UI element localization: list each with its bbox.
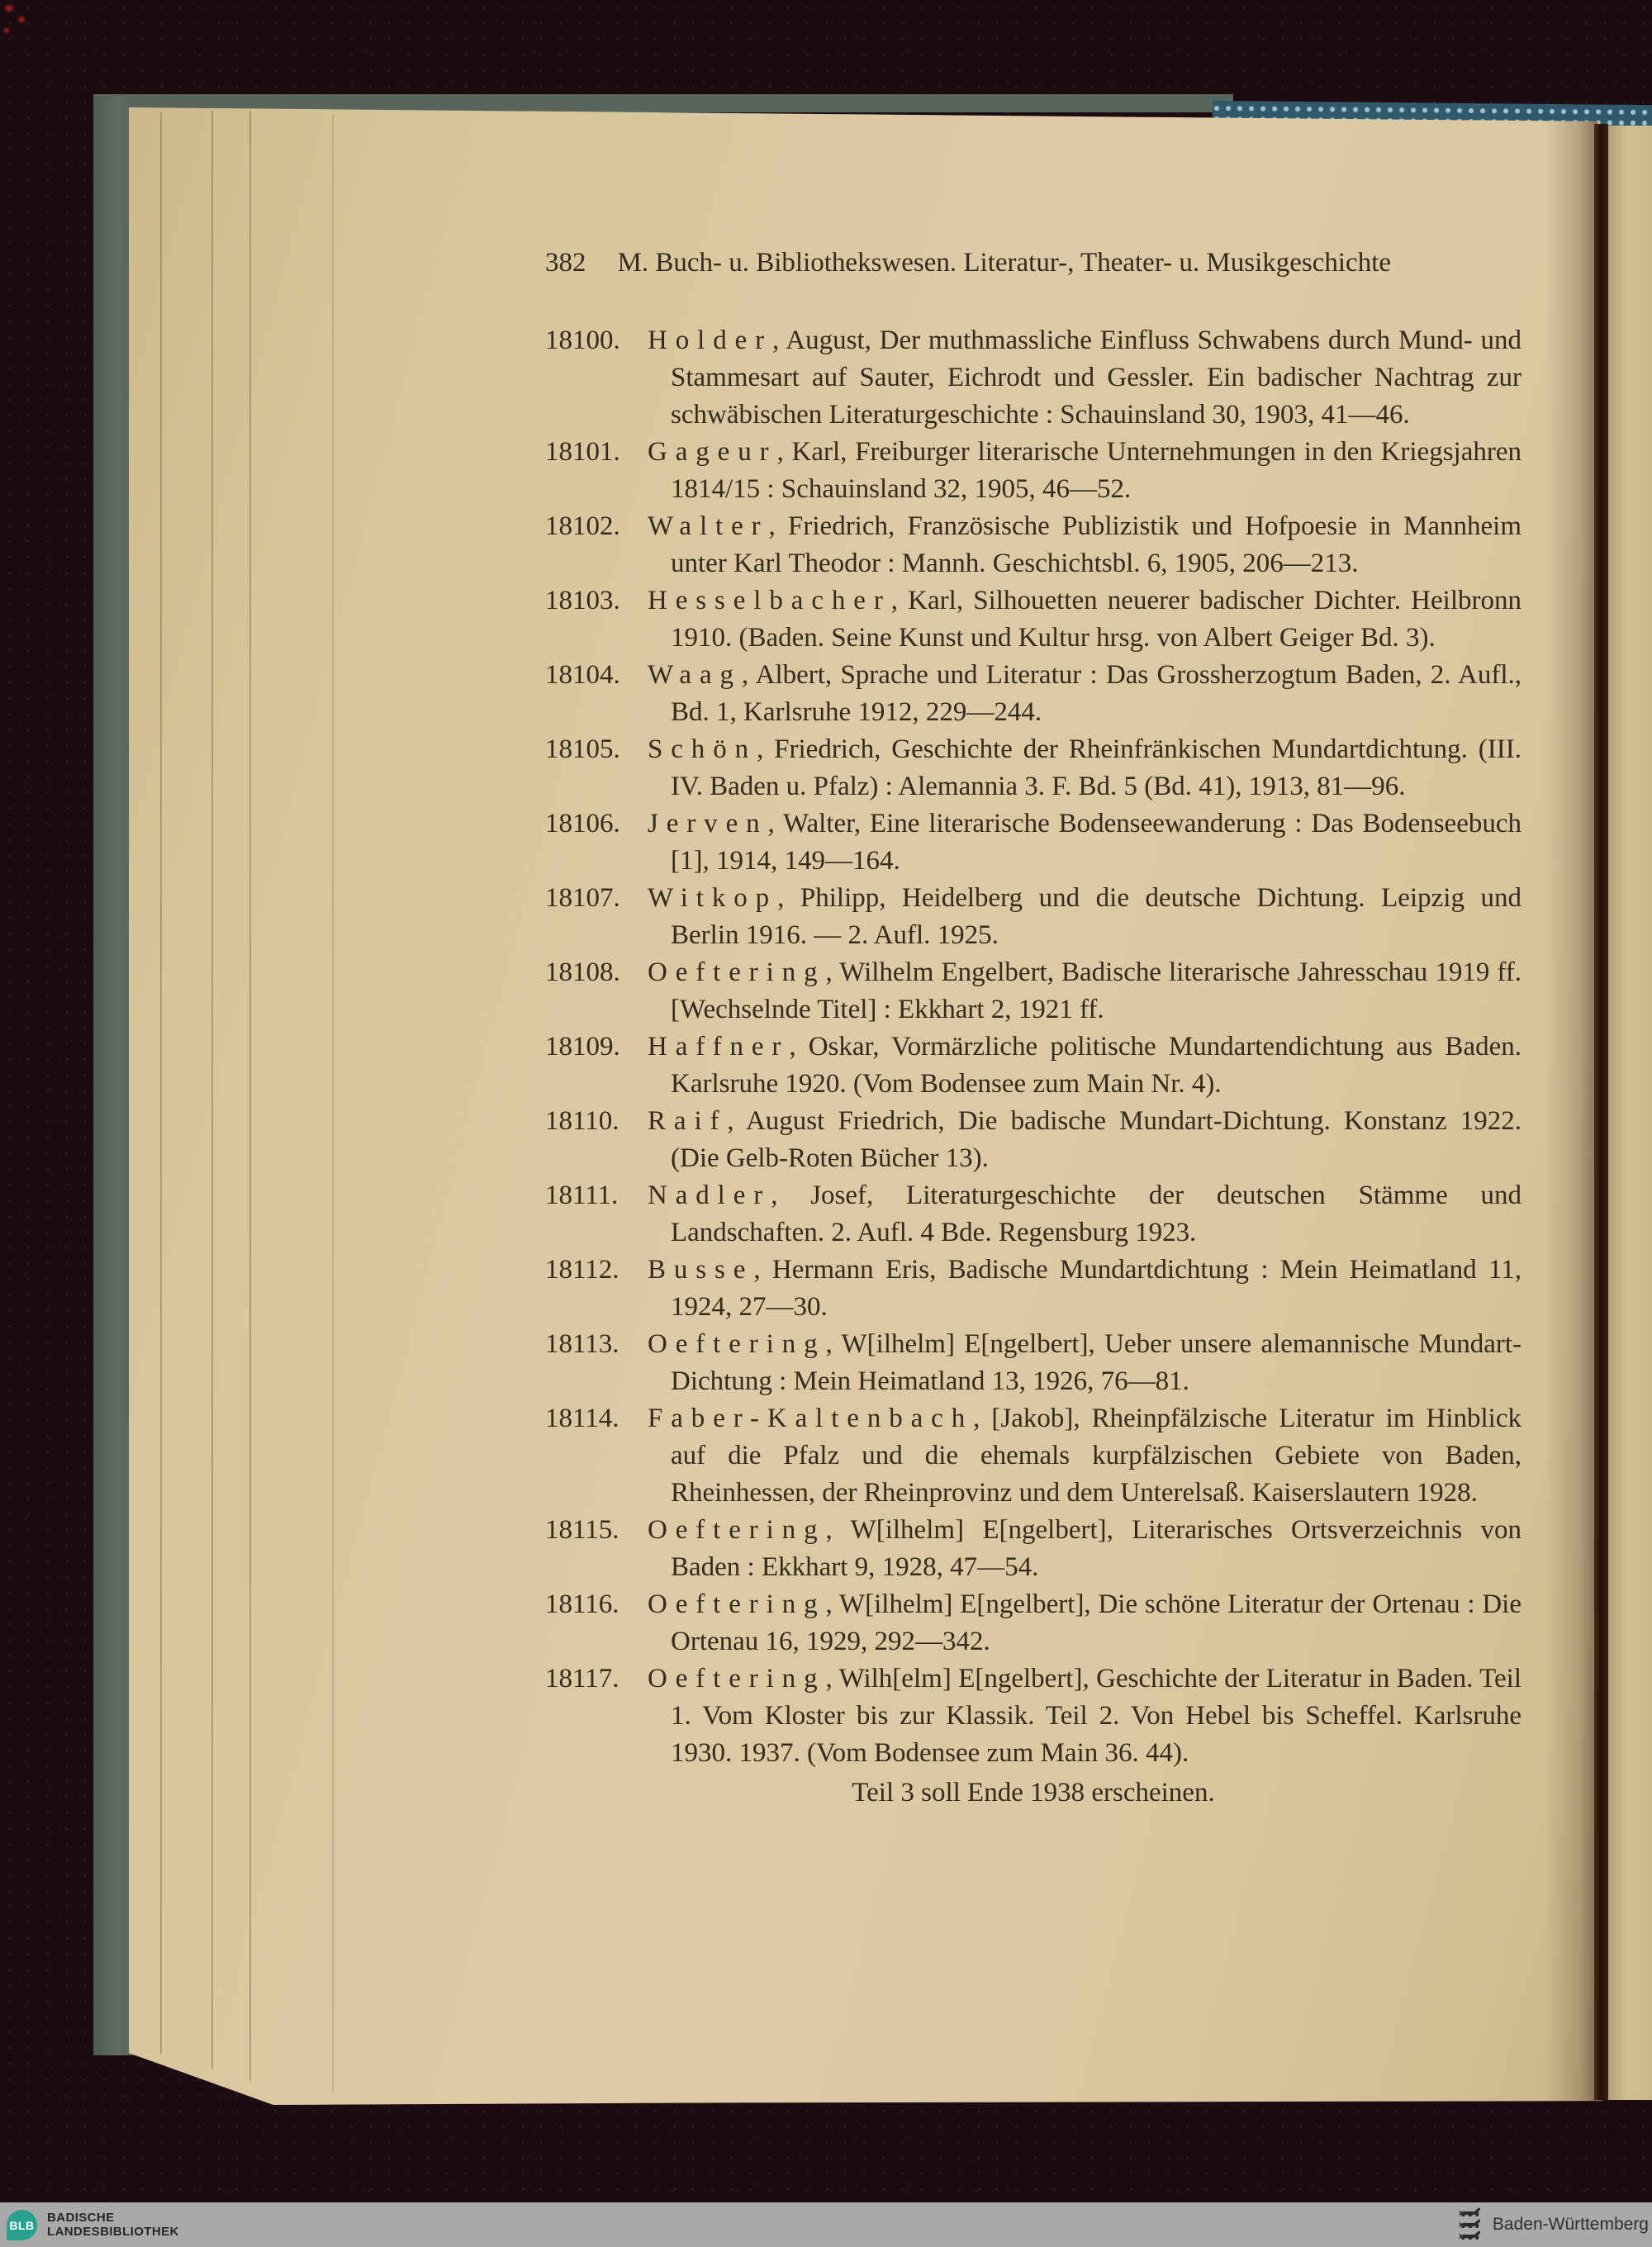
entry-text: , W[ilhelm] E[ngelbert], Literarisches Ortsverzeichnis von Baden : Ekkhart 9, 1928, 47—54. [671, 1515, 1521, 1582]
page-header [545, 245, 1521, 282]
entry-author-surname: Oeftering [648, 1515, 826, 1545]
entry-text: , August Friedrich, Die badische Mundart-Dichtung. Konstanz 1922. (Die Gelb-Roten Bücher 13). [671, 1106, 1521, 1173]
entry-body [648, 1326, 1521, 1400]
entry-number: 18111. [545, 1181, 619, 1210]
entry-number: 18103. [545, 586, 620, 615]
entry-author-surname: Hesselbacher [648, 586, 891, 615]
entry-text: , Albert, Sprache und Literatur : Das Grossherzogtum Baden, 2. Aufl., Bd. 1, Karlsruhe 1912, 229—244. [671, 660, 1521, 727]
entry-body [648, 1586, 1521, 1660]
entry-text: , Friedrich, Französische Publizistik und Hofpoesie in Mannheim unter Karl Theodor : Mannh. Geschichtsbl. 6, 1905, 206—213. [671, 511, 1521, 578]
entry-body [648, 322, 1521, 434]
entry-author-surname: Faber-Kaltenbach [648, 1404, 974, 1433]
entry-text: , Karl, Silhouetten neuerer badischer Dichter. Heilbronn 1910. (Baden. Seine Kunst und Kultur hrsg. von Albert Geiger Bd. 3). [671, 586, 1521, 653]
library-name-line2: LANDESBIBLIOTHEK [47, 2225, 179, 2239]
entry-text: , [Jakob], Rheinpfälzische Literatur im Hinblick auf die Pfalz und die ehemals kurpfälzischen Gebiete von Baden, Rheinhessen, der Rheinprovinz und dem Unterelsaß. Kaiserslautern 1928. [671, 1404, 1521, 1508]
blb-logo-icon [7, 2210, 37, 2240]
bibliography-entry [545, 1326, 1521, 1400]
entry-number: 18106. [545, 809, 620, 838]
state-label: Baden-Württemberg [1492, 2215, 1649, 2234]
entry-text: , Josef, Literaturgeschichte der deutschen Stämme und Landschaften. 2. Aufl. 4 Bde. Regensburg 1923. [671, 1181, 1521, 1247]
entry-body [648, 1103, 1521, 1177]
entry-author-surname: Jerven [648, 809, 768, 838]
entry-number: 18104. [545, 660, 620, 690]
bw-lions-logo-icon [1458, 2207, 1484, 2242]
entry-body [648, 657, 1521, 731]
entry-author-surname: Oeftering [648, 1589, 826, 1619]
bibliography-entry [545, 322, 1521, 434]
entry-body [648, 1512, 1521, 1586]
entry-author-surname: Nadler [648, 1181, 771, 1210]
entry-number: 18114. [545, 1404, 620, 1433]
entry-text: , Wilh[elm] E[ngelbert], Geschichte der Literatur in Baden. Teil 1. Vom Kloster bis zur Klassik. Teil 2. Von Hebel bis Scheffel. Karlsruhe 1930. 1937. (Vom Bodensee zum Main 36. 44). [671, 1664, 1521, 1768]
entry-body [648, 1177, 1521, 1252]
library-name-line1: BADISCHE [47, 2211, 115, 2225]
entry-body [648, 954, 1521, 1028]
entry-number: 18113. [545, 1329, 620, 1359]
entry-text: , Philipp, Heidelberg und die deutsche Dichtung. Leipzig und Berlin 1916. — 2. Aufl. 1925. [671, 883, 1521, 950]
entry-body [648, 1660, 1521, 1772]
page-stack-edge-line [249, 111, 251, 2081]
bibliography-entry [545, 1400, 1521, 1512]
entry-author-surname: Oeftering [648, 1664, 826, 1694]
bibliography-entry [545, 582, 1521, 657]
entry-author-surname: Waag [648, 660, 742, 690]
entry-author-surname: Holder [648, 325, 773, 355]
bibliography-entry [545, 1177, 1521, 1252]
page-text-block [545, 245, 1521, 1812]
bibliography-entry [545, 1028, 1521, 1103]
entry-author-surname: Witkop [648, 883, 778, 913]
blb-badge-text: BLB [9, 2218, 35, 2232]
entry-number: 18107. [545, 883, 620, 913]
entry-author-surname: Haffner [648, 1032, 790, 1062]
entry-number: 18116. [545, 1589, 620, 1619]
entry-body [648, 1028, 1521, 1103]
bibliography-entry [545, 880, 1521, 954]
page-number: 382 [545, 248, 586, 278]
entry-author-surname: Walter [648, 511, 769, 541]
entry-body [648, 1400, 1521, 1512]
bibliography-entry [545, 1252, 1521, 1326]
bibliography-entry [545, 731, 1521, 805]
entry-number: 18105. [545, 734, 620, 764]
cloth-speck [18, 17, 25, 22]
entry-author-surname: Raif [648, 1106, 728, 1136]
entry-text: , Oskar, Vormärzliche politische Mundartendichtung aus Baden. Karlsruhe 1920. (Vom Bodensee zum Main Nr. 4). [671, 1032, 1521, 1099]
adjacent-page-edge [1608, 126, 1652, 2100]
entry-number: 18110. [545, 1106, 620, 1136]
entry-author-surname: Schön [648, 734, 757, 764]
entry-number: 18117. [545, 1664, 620, 1694]
entry-list [545, 322, 1521, 1772]
bibliography-entry [545, 1103, 1521, 1177]
entry-number: 18115. [545, 1515, 620, 1545]
entry-text: , W[ilhelm] E[ngelbert], Die schöne Literatur der Ortenau : Die Ortenau 16, 1929, 292—342. [671, 1589, 1521, 1656]
state-branding [1458, 2202, 1649, 2247]
entry-text: , W[ilhelm] E[ngelbert], Ueber unsere alemannische Mundart-Dichtung : Mein Heimatland 13, 1926, 76—81. [671, 1329, 1521, 1396]
bibliography-entry [545, 954, 1521, 1028]
section-title: M. Buch- u. Bibliothekswesen. Literatur-, Theater- u. Musikgeschichte [617, 248, 1392, 278]
bibliography-entry [545, 1512, 1521, 1586]
entry-author-surname: Gageur [648, 437, 777, 467]
entry-author-surname: Oeftering [648, 1329, 826, 1359]
entry-text: , Walter, Eine literarische Bodenseewanderung : Das Bodenseebuch [1], 1914, 149—164. [671, 809, 1521, 876]
page-stack-edge-line [332, 114, 334, 2093]
entry-body [648, 880, 1521, 954]
entry-body [648, 582, 1521, 657]
entry-number: 18112. [545, 1255, 620, 1285]
book-gutter-shadow [1594, 124, 1608, 2100]
library-footer-bar [0, 2202, 1652, 2247]
bibliography-entry [545, 434, 1521, 508]
entry-text: , Friedrich, Geschichte der Rheinfränkischen Mundartdichtung. (III. IV. Baden u. Pfalz) : Alemannia 3. F. Bd. 5 (Bd. 41), 1913, 81—96. [671, 734, 1521, 801]
library-name [47, 2211, 179, 2239]
bibliography-entry [545, 508, 1521, 582]
entry-body [648, 434, 1521, 508]
bibliography-entry [545, 1586, 1521, 1660]
cloth-speck [5, 5, 13, 12]
entry-author-surname: Busse [648, 1255, 754, 1285]
entry-text: , Hermann Eris, Badische Mundartdichtung : Mein Heimatland 11, 1924, 27—30. [671, 1255, 1521, 1322]
entry-body [648, 508, 1521, 582]
footnote-line: Teil 3 soll Ende 1938 erscheinen. [852, 1778, 1215, 1808]
page-stack-edge-line [211, 111, 213, 2069]
entry-text: , August, Der muthmassliche Einfluss Schwabens durch Mund- und Stammesart auf Sauter, Eichrodt und Gessler. Ein badischer Nachtrag zur schwäbischen Literaturgeschichte : Schauinsland 30, 1903, 41—46. [671, 325, 1521, 430]
entry-author-surname: Oeftering [648, 957, 826, 987]
entry-body [648, 731, 1521, 805]
entry-text: , Karl, Freiburger literarische Unternehmungen in den Kriegsjahren 1814/15 : Schauinsland 32, 1905, 46—52. [671, 437, 1521, 504]
entry-number: 18102. [545, 511, 620, 541]
page-stack-edge-line [160, 112, 162, 2054]
entry-number: 18109. [545, 1032, 620, 1062]
entry-number: 18101. [545, 437, 620, 467]
entry-body [648, 1252, 1521, 1326]
entry-text: , Wilhelm Engelbert, Badische literarische Jahresschau 1919 ff. [Wechselnde Titel] : Ekkhart 2, 1921 ff. [671, 957, 1521, 1024]
bibliography-entry [545, 805, 1521, 880]
bibliography-entry [545, 657, 1521, 731]
cloth-speck [3, 28, 9, 33]
entry-number: 18100. [545, 325, 620, 355]
entry-body [648, 805, 1521, 880]
entry-number: 18108. [545, 957, 620, 987]
bibliography-entry [545, 1660, 1521, 1772]
